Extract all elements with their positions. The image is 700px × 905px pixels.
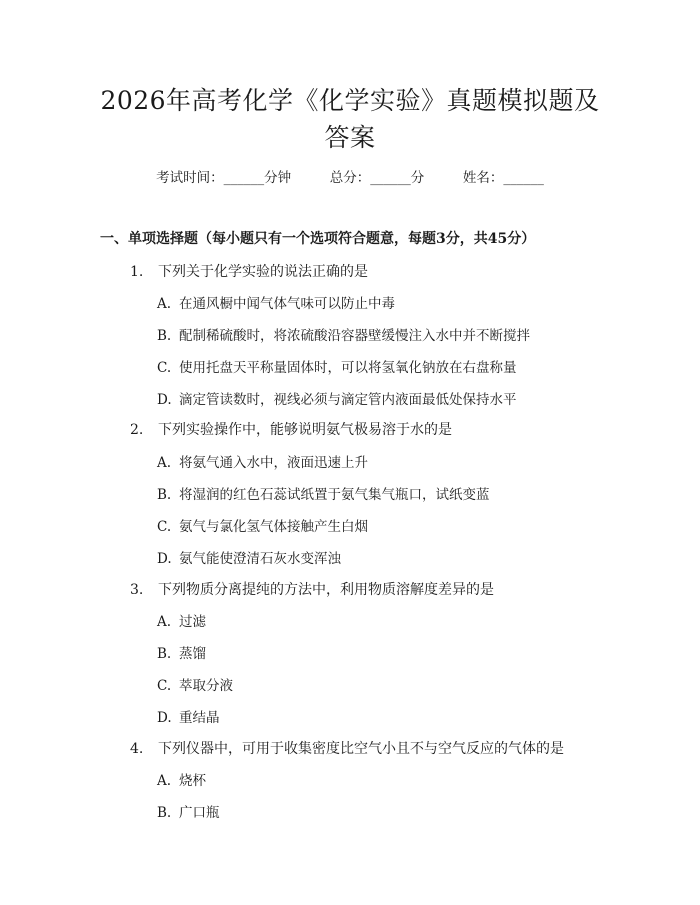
- section-heading: 一、单项选择题（每小题只有一个选项符合题意，每题3分，共45分）: [100, 231, 536, 247]
- option-3c: [157, 676, 233, 696]
- question-number: 3.: [130, 582, 144, 598]
- option-3b: [157, 644, 206, 664]
- option-letter: D.: [157, 710, 172, 726]
- exam-name: 姓名：______: [462, 170, 544, 186]
- option-2c: [157, 517, 368, 537]
- option-2a: [157, 453, 368, 473]
- question-2: [130, 420, 452, 440]
- option-1d: [157, 390, 517, 410]
- option-letter: A.: [157, 614, 172, 630]
- option-letter: A.: [157, 296, 172, 312]
- option-text: 滴定管读数时，视线必须与滴定管内液面最低处保持水平: [179, 392, 517, 408]
- option-2d: [157, 549, 341, 569]
- option-1b: [157, 326, 530, 346]
- option-letter: D.: [157, 551, 172, 567]
- option-letter: C.: [157, 360, 172, 376]
- option-letter: A.: [157, 773, 172, 789]
- option-3d: [157, 708, 220, 728]
- option-text: 氨气能使澄清石灰水变浑浊: [179, 551, 341, 567]
- option-1c: [157, 358, 517, 378]
- option-letter: C.: [157, 519, 172, 535]
- option-1a: [157, 294, 395, 314]
- option-4b: [157, 803, 220, 823]
- question-4: [130, 739, 564, 759]
- exam-time: 考试时间：______分钟: [156, 170, 292, 186]
- question-1: [130, 262, 368, 282]
- option-text: 广口瓶: [179, 805, 220, 821]
- option-letter: D.: [157, 392, 172, 408]
- option-letter: B.: [157, 805, 172, 821]
- option-letter: A.: [157, 455, 172, 471]
- question-3: [130, 580, 494, 600]
- question-number: 1.: [130, 264, 144, 280]
- option-text: 蒸馏: [179, 646, 206, 662]
- title-line-1: 2026年高考化学《化学实验》真题模拟题及: [100, 86, 600, 115]
- option-text: 配制稀硫酸时，将浓硫酸沿容器壁缓慢注入水中并不断搅拌: [179, 328, 530, 344]
- question-stem: 下列物质分离提纯的方法中，利用物质溶解度差异的是: [158, 582, 494, 598]
- option-text: 氨气与氯化氢气体接触产生白烟: [179, 519, 368, 535]
- option-text: 在通风橱中闻气体气味可以防止中毒: [179, 296, 395, 312]
- option-text: 将湿润的红色石蕊试纸置于氨气集气瓶口，试纸变蓝: [179, 487, 490, 503]
- option-letter: B.: [157, 328, 172, 344]
- option-4a: [157, 771, 206, 791]
- exam-info: [0, 168, 700, 188]
- option-3a: [157, 612, 206, 632]
- option-2b: [157, 485, 490, 505]
- option-text: 使用托盘天平称量固体时，可以将氢氧化钠放在右盘称量: [179, 360, 517, 376]
- option-letter: B.: [157, 487, 172, 503]
- question-stem: 下列仪器中，可用于收集密度比空气小且不与空气反应的气体的是: [158, 741, 564, 757]
- question-stem: 下列实验操作中，能够说明氨气极易溶于水的是: [158, 422, 452, 438]
- exam-score: 总分：______分: [329, 170, 425, 186]
- option-text: 将氨气通入水中，液面迅速上升: [179, 455, 368, 471]
- question-number: 2.: [130, 422, 144, 438]
- question-stem: 下列关于化学实验的说法正确的是: [158, 264, 368, 280]
- option-text: 过滤: [179, 614, 206, 630]
- page-title: [60, 82, 640, 156]
- option-text: 烧杯: [179, 773, 206, 789]
- option-text: 重结晶: [179, 710, 220, 726]
- question-number: 4.: [130, 741, 144, 757]
- option-text: 萃取分液: [179, 678, 233, 694]
- option-letter: C.: [157, 678, 172, 694]
- option-letter: B.: [157, 646, 172, 662]
- title-line-2: 答案: [324, 123, 376, 152]
